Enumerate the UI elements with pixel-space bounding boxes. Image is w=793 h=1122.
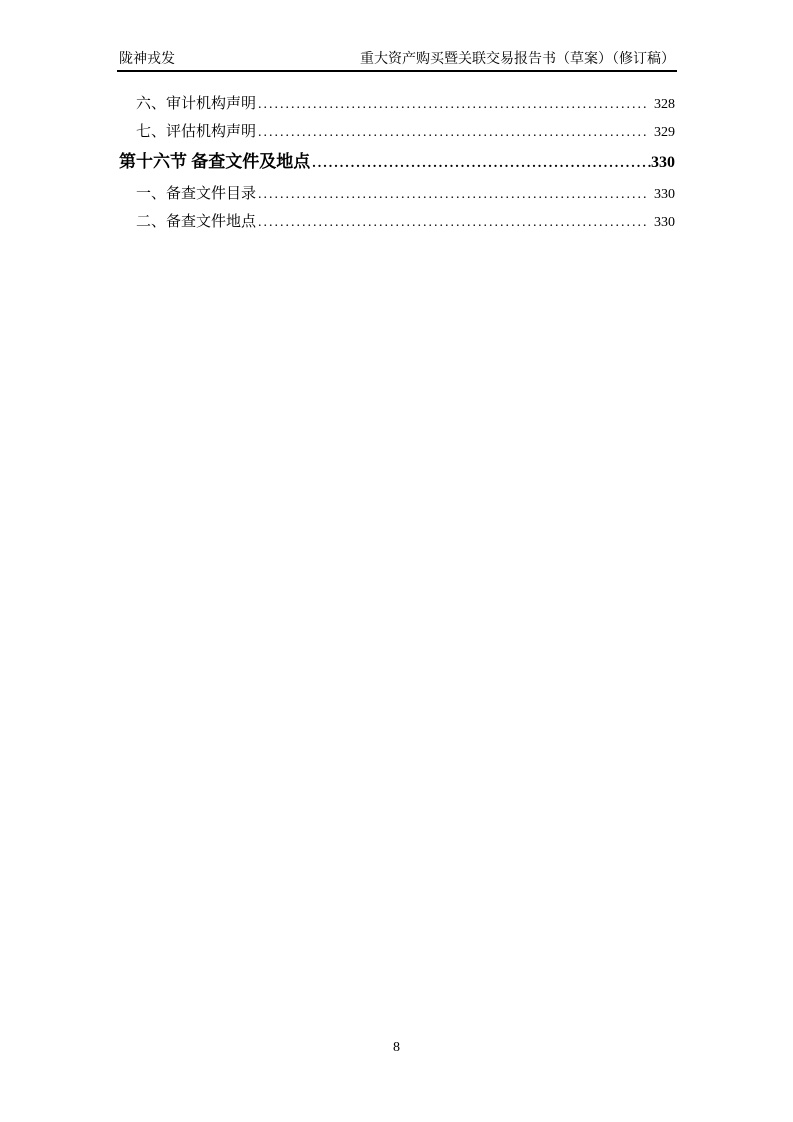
toc-entry[interactable]	[119, 152, 675, 173]
toc-entry[interactable]	[119, 96, 675, 113]
toc-entry-page: 330	[654, 187, 675, 202]
toc-entry-page: 329	[654, 125, 675, 140]
toc-entry-label: 第十六节 备查文件及地点	[119, 152, 311, 171]
toc-entry[interactable]	[119, 124, 675, 141]
page-header	[117, 52, 677, 72]
toc-entry[interactable]	[119, 214, 675, 231]
page-number: 8	[393, 1040, 400, 1055]
toc-entry-label: 七、评估机构声明	[136, 124, 257, 140]
header-rule	[117, 70, 677, 72]
table-of-contents	[119, 96, 675, 242]
header-right-text: 重大资产购买暨关联交易报告书（草案）（修订稿）	[360, 52, 675, 67]
toc-dot-leader	[258, 214, 648, 231]
page-footer	[0, 1040, 793, 1056]
toc-entry-label: 二、备查文件地点	[136, 214, 257, 230]
toc-entry-label: 六、审计机构声明	[136, 96, 257, 112]
toc-dot-leader	[312, 152, 651, 173]
toc-dot-leader	[258, 186, 648, 203]
toc-entry[interactable]	[119, 186, 675, 203]
toc-entry-page: 328	[654, 97, 675, 112]
toc-entry-page: 330	[654, 215, 675, 230]
toc-dot-leader	[258, 124, 648, 141]
toc-dot-leader	[258, 96, 648, 113]
header-row	[117, 52, 677, 68]
toc-entry-page: 330	[651, 154, 675, 171]
header-left-text: 陇神戎发	[119, 52, 175, 67]
toc-entry-label: 一、备查文件目录	[136, 186, 257, 202]
